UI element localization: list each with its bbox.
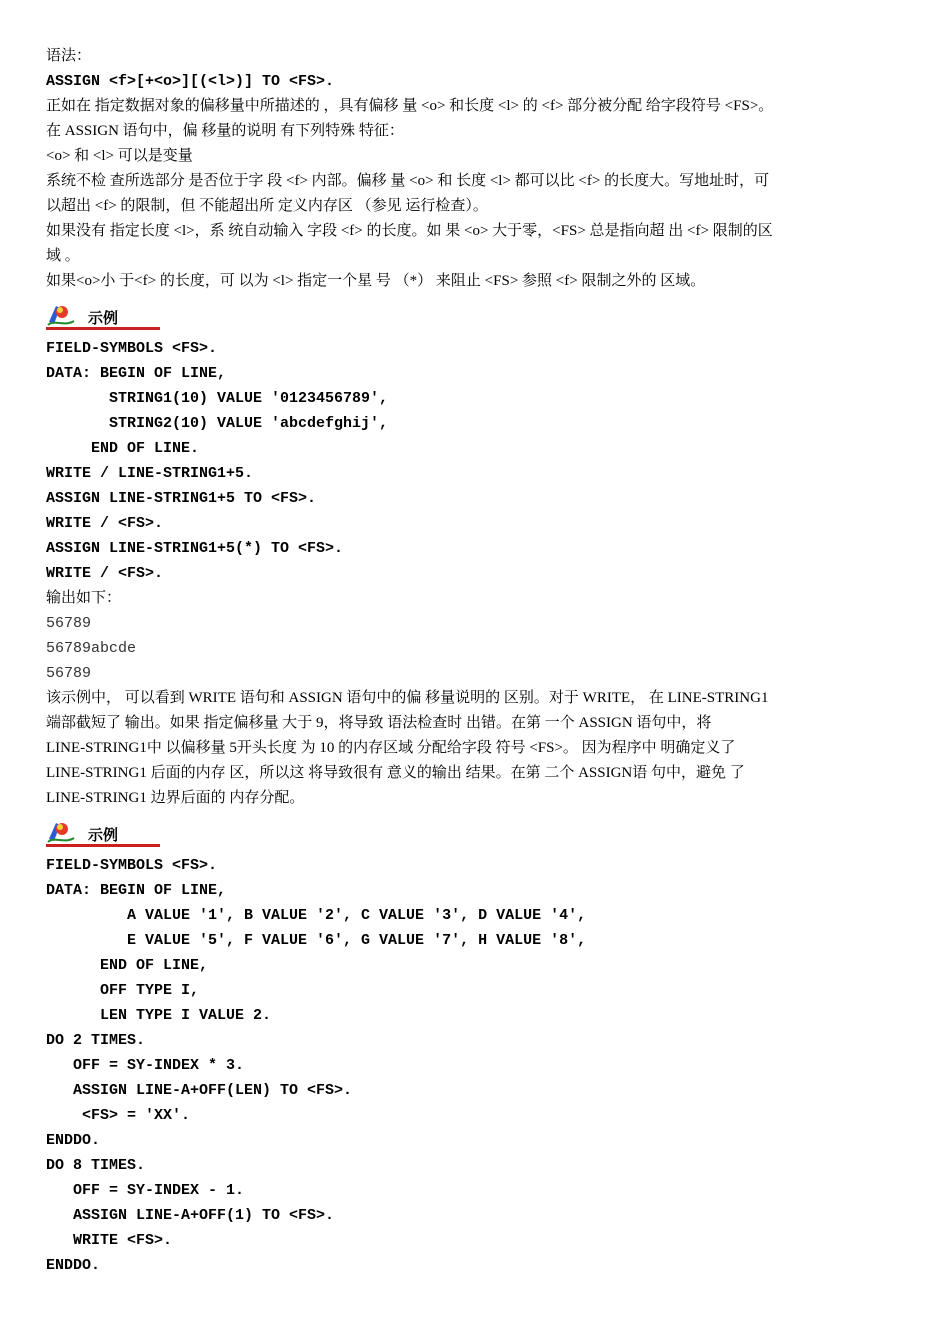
code-line: ENDDO. bbox=[46, 1132, 101, 1149]
code-line: ASSIGN LINE-STRING1+5 TO <FS>. bbox=[46, 490, 317, 507]
code-line: OFF = SY-INDEX * 3. bbox=[46, 1057, 245, 1074]
paragraph-explanation bbox=[46, 686, 912, 811]
example-label: 示例 bbox=[88, 825, 119, 844]
code-line: FIELD-SYMBOLS <FS>. bbox=[46, 857, 218, 874]
example-pen-icon bbox=[46, 819, 76, 845]
text-line: 在 ASSIGN 语句中，偏 移量的说明 有下列特殊 特征： bbox=[46, 123, 404, 139]
code-line: DATA: BEGIN OF LINE, bbox=[46, 882, 227, 899]
text-line: 如果没有 指定长度 <l>，系 统自动输入 字段 <f> 的长度。如 果 <o> 大于零，<FS> 总是指向超 出 <f> 限制的区 bbox=[46, 223, 773, 239]
example-label: 示例 bbox=[88, 308, 119, 327]
text-line: LINE-STRING1中 以偏移量 5开头长度 为 10 的内存区域 分配给字段 符号 <FS>。 因为程序中 明确定义了 bbox=[46, 740, 736, 756]
output-line: 56789abcde bbox=[46, 640, 137, 657]
text-line: 系统不检 查所选部分 是否位于字 段 <f> 内部。偏移 量 <o> 和 长度 <l> 都可以比 <f> 的长度大。写地址时，可 bbox=[46, 173, 770, 189]
text-line: LINE-STRING1 后面的内存 区，所以这 将导致很有 意义的输出 结果。在第 二个 ASSIGN语 句中，避免 了 bbox=[46, 765, 745, 781]
code-line: END OF LINE, bbox=[46, 957, 209, 974]
code-line: ASSIGN LINE-STRING1+5(*) TO <FS>. bbox=[46, 540, 344, 557]
code-line: DO 2 TIMES. bbox=[46, 1032, 146, 1049]
text-line: LINE-STRING1 边界后面的 内存分配。 bbox=[46, 790, 305, 806]
code-block-2 bbox=[46, 853, 912, 1278]
text-line: 该示例中， 可以看到 WRITE 语句和 ASSIGN 语句中的偏 移量说明的 区别。对于 WRITE， 在 LINE-STRING1 bbox=[46, 690, 769, 706]
code-line: ENDDO. bbox=[46, 1257, 101, 1274]
text-line: 端部截短了 输出。如果 指定偏移量 大于 9，将导致 语法检查时 出错。在第 一个 ASSIGN 语句中，将 bbox=[46, 715, 712, 731]
document-page bbox=[46, 44, 912, 1278]
code-line: ASSIGN LINE-A+OFF(LEN) TO <FS>. bbox=[46, 1082, 353, 1099]
code-line: FIELD-SYMBOLS <FS>. bbox=[46, 340, 218, 357]
code-line: ASSIGN LINE-A+OFF(1) TO <FS>. bbox=[46, 1207, 335, 1224]
text-line: 以超出 <f> 的限制，但 不能超出所 定义内存区 （参见 运行检查）。 bbox=[46, 198, 488, 214]
syntax-code: ASSIGN <f>[+<o>][(<l>)] TO <FS>. bbox=[46, 73, 335, 90]
code-line: WRITE / <FS>. bbox=[46, 565, 164, 582]
paragraph-offset-rules bbox=[46, 94, 912, 294]
code-line: E VALUE '5', F VALUE '6', G VALUE '7', H VALUE '8', bbox=[46, 932, 587, 949]
code-line: WRITE / LINE-STRING1+5. bbox=[46, 465, 254, 482]
text-line: 正如在 指定数据对象的偏移量中所描述的 ，具有偏移 量 <o> 和长度 <l> 的 <f> 部分被分配 给字段符号 <FS>。 bbox=[46, 98, 774, 114]
example-underline bbox=[46, 327, 160, 330]
example-underline bbox=[46, 844, 160, 847]
code-line: END OF LINE. bbox=[46, 440, 200, 457]
code-line: <FS> = 'XX'. bbox=[46, 1107, 191, 1124]
code-line: OFF TYPE I, bbox=[46, 982, 200, 999]
code-line: LEN TYPE I VALUE 2. bbox=[46, 1007, 272, 1024]
example-pen-icon bbox=[46, 302, 76, 328]
code-line: OFF = SY-INDEX - 1. bbox=[46, 1182, 245, 1199]
code-block-1 bbox=[46, 336, 912, 586]
code-line: STRING2(10) VALUE 'abcdefghij', bbox=[46, 415, 389, 432]
code-line: A VALUE '1', B VALUE '2', C VALUE '3', D VALUE '4', bbox=[46, 907, 587, 924]
code-line: WRITE <FS>. bbox=[46, 1232, 173, 1249]
example-heading-1 bbox=[46, 298, 160, 332]
code-line: DATA: BEGIN OF LINE, bbox=[46, 365, 227, 382]
output-line: 56789 bbox=[46, 615, 92, 632]
text-line: 域 。 bbox=[46, 248, 80, 264]
example-heading-2 bbox=[46, 815, 160, 849]
output-label: 输出如下： bbox=[46, 590, 122, 606]
syntax-label: 语法： bbox=[46, 48, 92, 64]
text-line: 如果<o>小 于<f> 的长度，可 以为 <l> 指定一个星 号 （*） 来阻止 <FS> 参照 <f> 限制之外的 区域。 bbox=[46, 273, 706, 289]
output-block bbox=[46, 611, 912, 686]
output-line: 56789 bbox=[46, 665, 92, 682]
code-line: WRITE / <FS>. bbox=[46, 515, 164, 532]
text-line: <o> 和 <l> 可以是变量 bbox=[46, 148, 193, 164]
code-line: DO 8 TIMES. bbox=[46, 1157, 146, 1174]
code-line: STRING1(10) VALUE '0123456789', bbox=[46, 390, 389, 407]
